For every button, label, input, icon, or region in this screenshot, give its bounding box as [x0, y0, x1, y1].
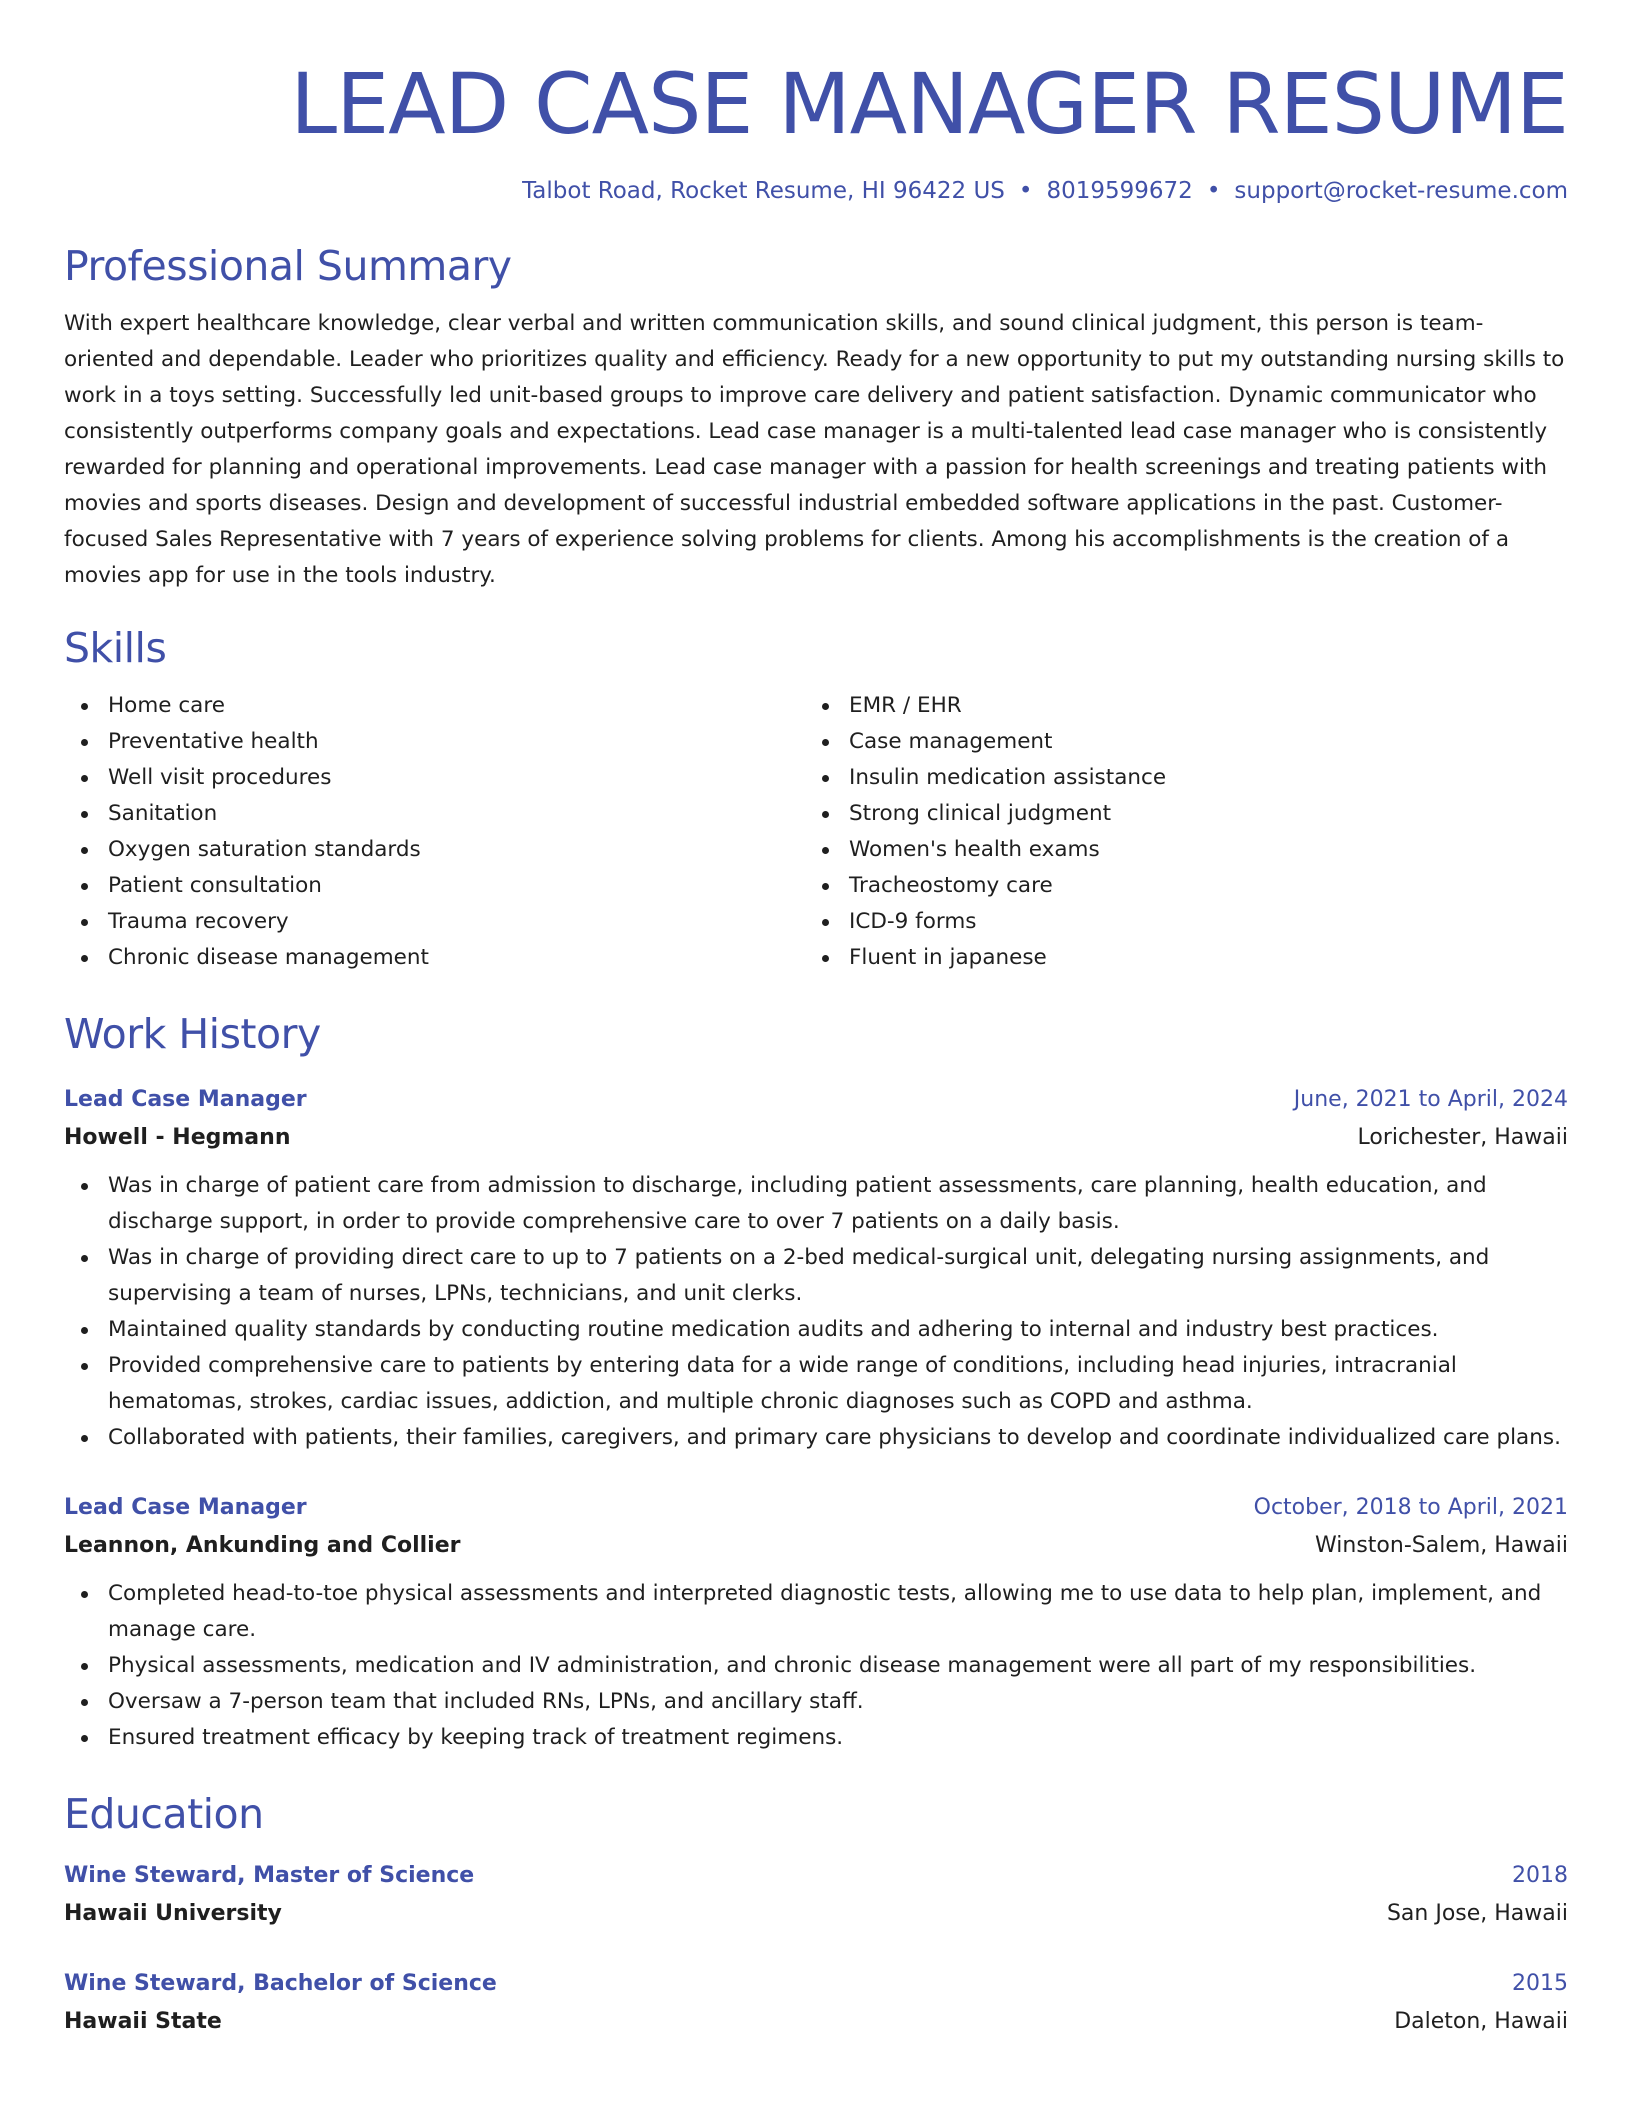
skill-item: Women's health exams — [805, 832, 1546, 868]
education-section — [64, 1786, 1568, 2042]
skills-list-right — [805, 688, 1546, 976]
education-degree: Wine Steward, Master of Science — [64, 1863, 475, 1888]
education-degree-row — [64, 1966, 1568, 2002]
professional-summary-section — [64, 238, 1568, 594]
skill-item: Preventative health — [64, 724, 805, 760]
skills-columns — [64, 688, 1568, 976]
skill-item: Insulin medication assistance — [805, 760, 1546, 796]
job-title-row — [64, 1490, 1568, 1526]
education-location: Daleton, Hawaii — [1394, 2009, 1568, 2034]
education-location: San Jose, Hawaii — [1386, 1901, 1568, 1926]
job-entry — [64, 1082, 1568, 1456]
section-heading-skills: Skills — [64, 624, 167, 672]
contact-separator: • — [1018, 178, 1033, 204]
job-bullet: Maintained quality standards by conducting routine medication audits and adhering to internal and industry best practices. — [64, 1312, 1568, 1348]
resume-title: LEAD CASE MANAGER RESUME — [290, 55, 1568, 153]
job-employer: Leannon, Ankunding and Collier — [64, 1533, 461, 1558]
education-entry — [64, 1966, 1568, 2042]
education-school: Hawaii University — [64, 1901, 282, 1926]
education-school-row — [64, 1894, 1568, 1934]
skill-item: Fluent in japanese — [805, 940, 1546, 976]
job-bullets — [64, 1576, 1568, 1756]
job-bullets — [64, 1168, 1568, 1456]
education-degree-row — [64, 1858, 1568, 1894]
job-employer: Howell - Hegmann — [64, 1125, 291, 1150]
skill-item: Sanitation — [64, 796, 805, 832]
skill-item: Oxygen saturation standards — [64, 832, 805, 868]
job-employer-row — [64, 1118, 1568, 1158]
job-title: Lead Case Manager — [64, 1087, 307, 1112]
education-degree: Wine Steward, Bachelor of Science — [64, 1971, 497, 1996]
education-year: 2015 — [1512, 1971, 1568, 1996]
job-bullet: Was in charge of patient care from admission to discharge, including patient assessments, care planning, health education, and discharge support, in order to provide comprehensive care to over 7 patients on a daily basis. — [64, 1168, 1568, 1240]
job-location: Lorichester, Hawaii — [1357, 1125, 1568, 1150]
skill-item: Patient consultation — [64, 868, 805, 904]
work-history-section — [64, 1006, 1568, 1756]
skill-item: Chronic disease management — [64, 940, 805, 976]
education-school-row — [64, 2002, 1568, 2042]
education-year: 2018 — [1512, 1863, 1568, 1888]
education-entry — [64, 1858, 1568, 1934]
contact-separator: • — [1206, 178, 1221, 204]
job-title-row — [64, 1082, 1568, 1118]
job-dates: June, 2021 to April, 2024 — [1293, 1087, 1568, 1112]
job-location: Winston-Salem, Hawaii — [1315, 1533, 1568, 1558]
skill-item: ICD-9 forms — [805, 904, 1546, 940]
skill-item: Case management — [805, 724, 1546, 760]
section-heading-education: Education — [64, 1790, 264, 1838]
job-title: Lead Case Manager — [64, 1495, 307, 1520]
job-bullet: Physical assessments, medication and IV administration, and chronic disease management were all part of my responsibilities. — [64, 1648, 1568, 1684]
job-entry — [64, 1490, 1568, 1756]
skill-item: Strong clinical judgment — [805, 796, 1546, 832]
job-bullet: Oversaw a 7-person team that included RNs, LPNs, and ancillary staff. — [64, 1684, 1568, 1720]
skills-section — [64, 620, 1568, 976]
job-bullet: Ensured treatment efficacy by keeping track of treatment regimens. — [64, 1720, 1568, 1756]
job-bullet: Provided comprehensive care to patients by entering data for a wide range of conditions, including head injuries, intracranial hematomas, strokes, cardiac issues, addiction, and multiple chronic diagnoses such as COPD and asthma. — [64, 1348, 1568, 1420]
skill-item: Home care — [64, 688, 805, 724]
section-heading-summary: Professional Summary — [64, 242, 512, 290]
job-bullet: Collaborated with patients, their families, caregivers, and primary care physicians to develop and coordinate individualized care plans. — [64, 1420, 1568, 1456]
contact-phone: 8019599672 — [1046, 178, 1193, 204]
summary-paragraph: With expert healthcare knowledge, clear verbal and written communication skills, and sound clinical judgment, this person is team-oriented and dependable. Leader who prioritizes quality and efficiency. Ready for a new opportunity to put my outstanding nursing skills to work in a toys setting. Successfully led unit-based groups to improve care delivery and patient satisfaction. Dynamic communicator who consistently outperforms company goals and expectations. Lead case manager is a multi-talented lead case manager who is consistently rewarded for planning and operational improvements. Lead case manager with a passion for health screenings and treating patients with movies and sports diseases. Design and development of successful industrial embedded software applications in the past. Customer-focused Sales Representative with 7 years of experience solving problems for clients. Among his accomplishments is the creation of a movies app for use in the tools industry. — [64, 311, 1565, 588]
job-bullet: Was in charge of providing direct care to up to 7 patients on a 2-bed medical-surgical unit, delegating nursing assignments, and supervising a team of nurses, LPNs, technicians, and unit clerks. — [64, 1240, 1568, 1312]
skill-item: Well visit procedures — [64, 760, 805, 796]
contact-email[interactable]: support@rocket-resume.com — [1234, 178, 1568, 204]
skills-list-left — [64, 688, 805, 976]
contact-address: Talbot Road, Rocket Resume, HI 96422 US — [522, 178, 1005, 204]
resume-header — [64, 0, 1568, 208]
job-dates: October, 2018 to April, 2021 — [1253, 1495, 1568, 1520]
education-school: Hawaii State — [64, 2009, 222, 2034]
skill-item: Tracheostomy care — [805, 868, 1546, 904]
job-employer-row — [64, 1526, 1568, 1566]
section-heading-work-history: Work History — [64, 1010, 321, 1058]
contact-line — [64, 174, 1568, 208]
job-bullet: Completed head-to-toe physical assessments and interpreted diagnostic tests, allowing me to use data to help plan, implement, and manage care. — [64, 1576, 1568, 1648]
skill-item: EMR / EHR — [805, 688, 1546, 724]
skill-item: Trauma recovery — [64, 904, 805, 940]
